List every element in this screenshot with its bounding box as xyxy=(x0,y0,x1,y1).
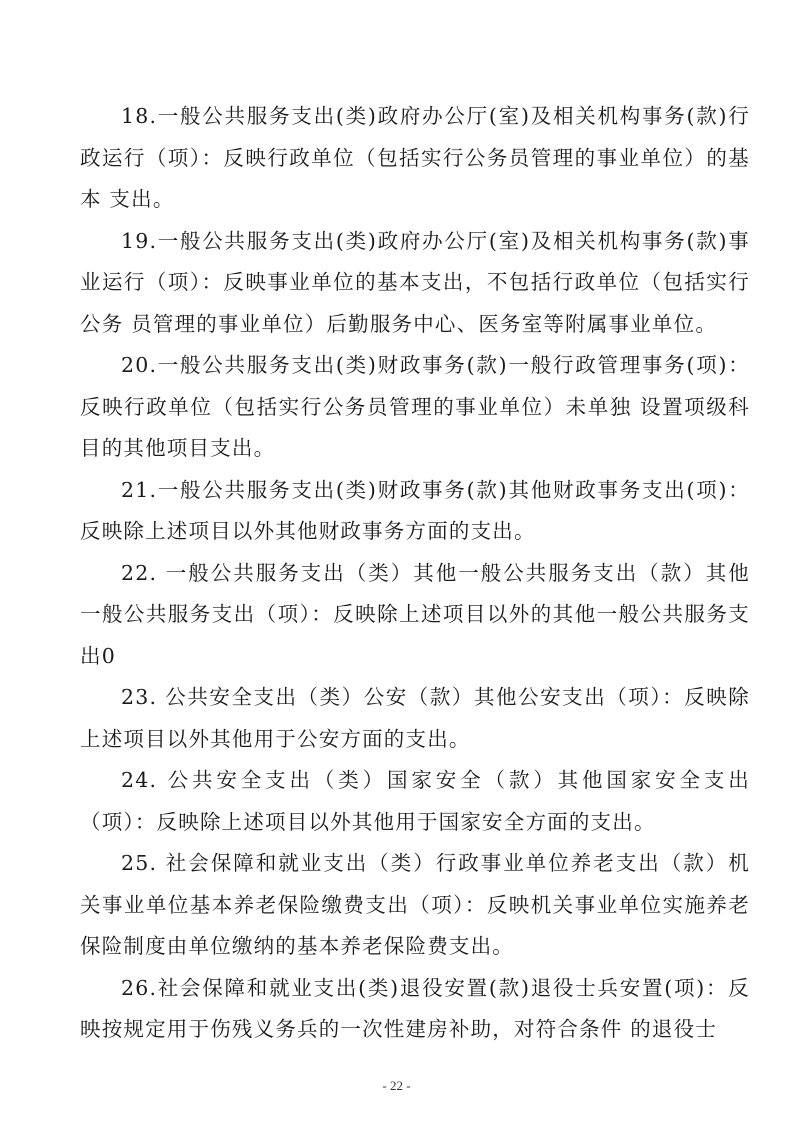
paragraph-25: 25. 社会保障和就业支出（类）行政事业单位养老支出（款）机关事业单位基本养老保险缴费支出（项）：反映机关事业单位实施养老保险制度由单位缴纳的基本养老保险费支出。 xyxy=(80,851,750,958)
paragraph-22: 22. 一般公共服务支出（类）其他一般公共服务支出（款）其他一般公共服务支出（项）：反映除上述项目以外的其他一般公共服务支出0 xyxy=(80,560,750,668)
paragraph-26: 26.社会保障和就业支出(类)退役安置(款)退役士兵安置(项)：反映按规定用于伤残义务兵的一次性建房补助，对符合条件 的退役士 xyxy=(80,975,750,1041)
page-number: - 22 - xyxy=(382,1078,411,1093)
paragraph-21: 21.一般公共服务支出(类)财政事务(款)其他财政事务支出(项)：反映除上述项目以外其他财政事务方面的支出。 xyxy=(80,477,750,543)
body-text xyxy=(80,96,750,1051)
paragraph-23: 23. 公共安全支出（类）公安（款）其他公安支出（项）：反映除上述项目以外其他用于公安方面的支出。 xyxy=(80,685,750,751)
paragraph-24: 24. 公共安全支出（类）国家安全（款）其他国家安全支出（项）：反映除上述项目以外其他用于国家安全方面的支出。 xyxy=(80,768,750,834)
paragraph-18: 18.一般公共服务支出(类)政府办公厅(室)及相关机构事务(款)行政运行（项）：反映行政单位（包括实行公务员管理的事业单位）的基本 支出。 xyxy=(80,104,750,211)
paragraph-20: 20.一般公共服务支出(类)财政事务(款)一般行政管理事务(项)：反映行政单位（包括实行公务员管理的事业单位）未单独 设置项级科目的其他项目支出。 xyxy=(80,353,750,460)
paragraph-19: 19.一般公共服务支出(类)政府办公厅(室)及相关机构事务(款)事业运行（项）：反映事业单位的基本支出，不包括行政单位（包括实行公务 员管理的事业单位）后勤服务中心、医务室等附属事业单位。 xyxy=(80,228,750,336)
